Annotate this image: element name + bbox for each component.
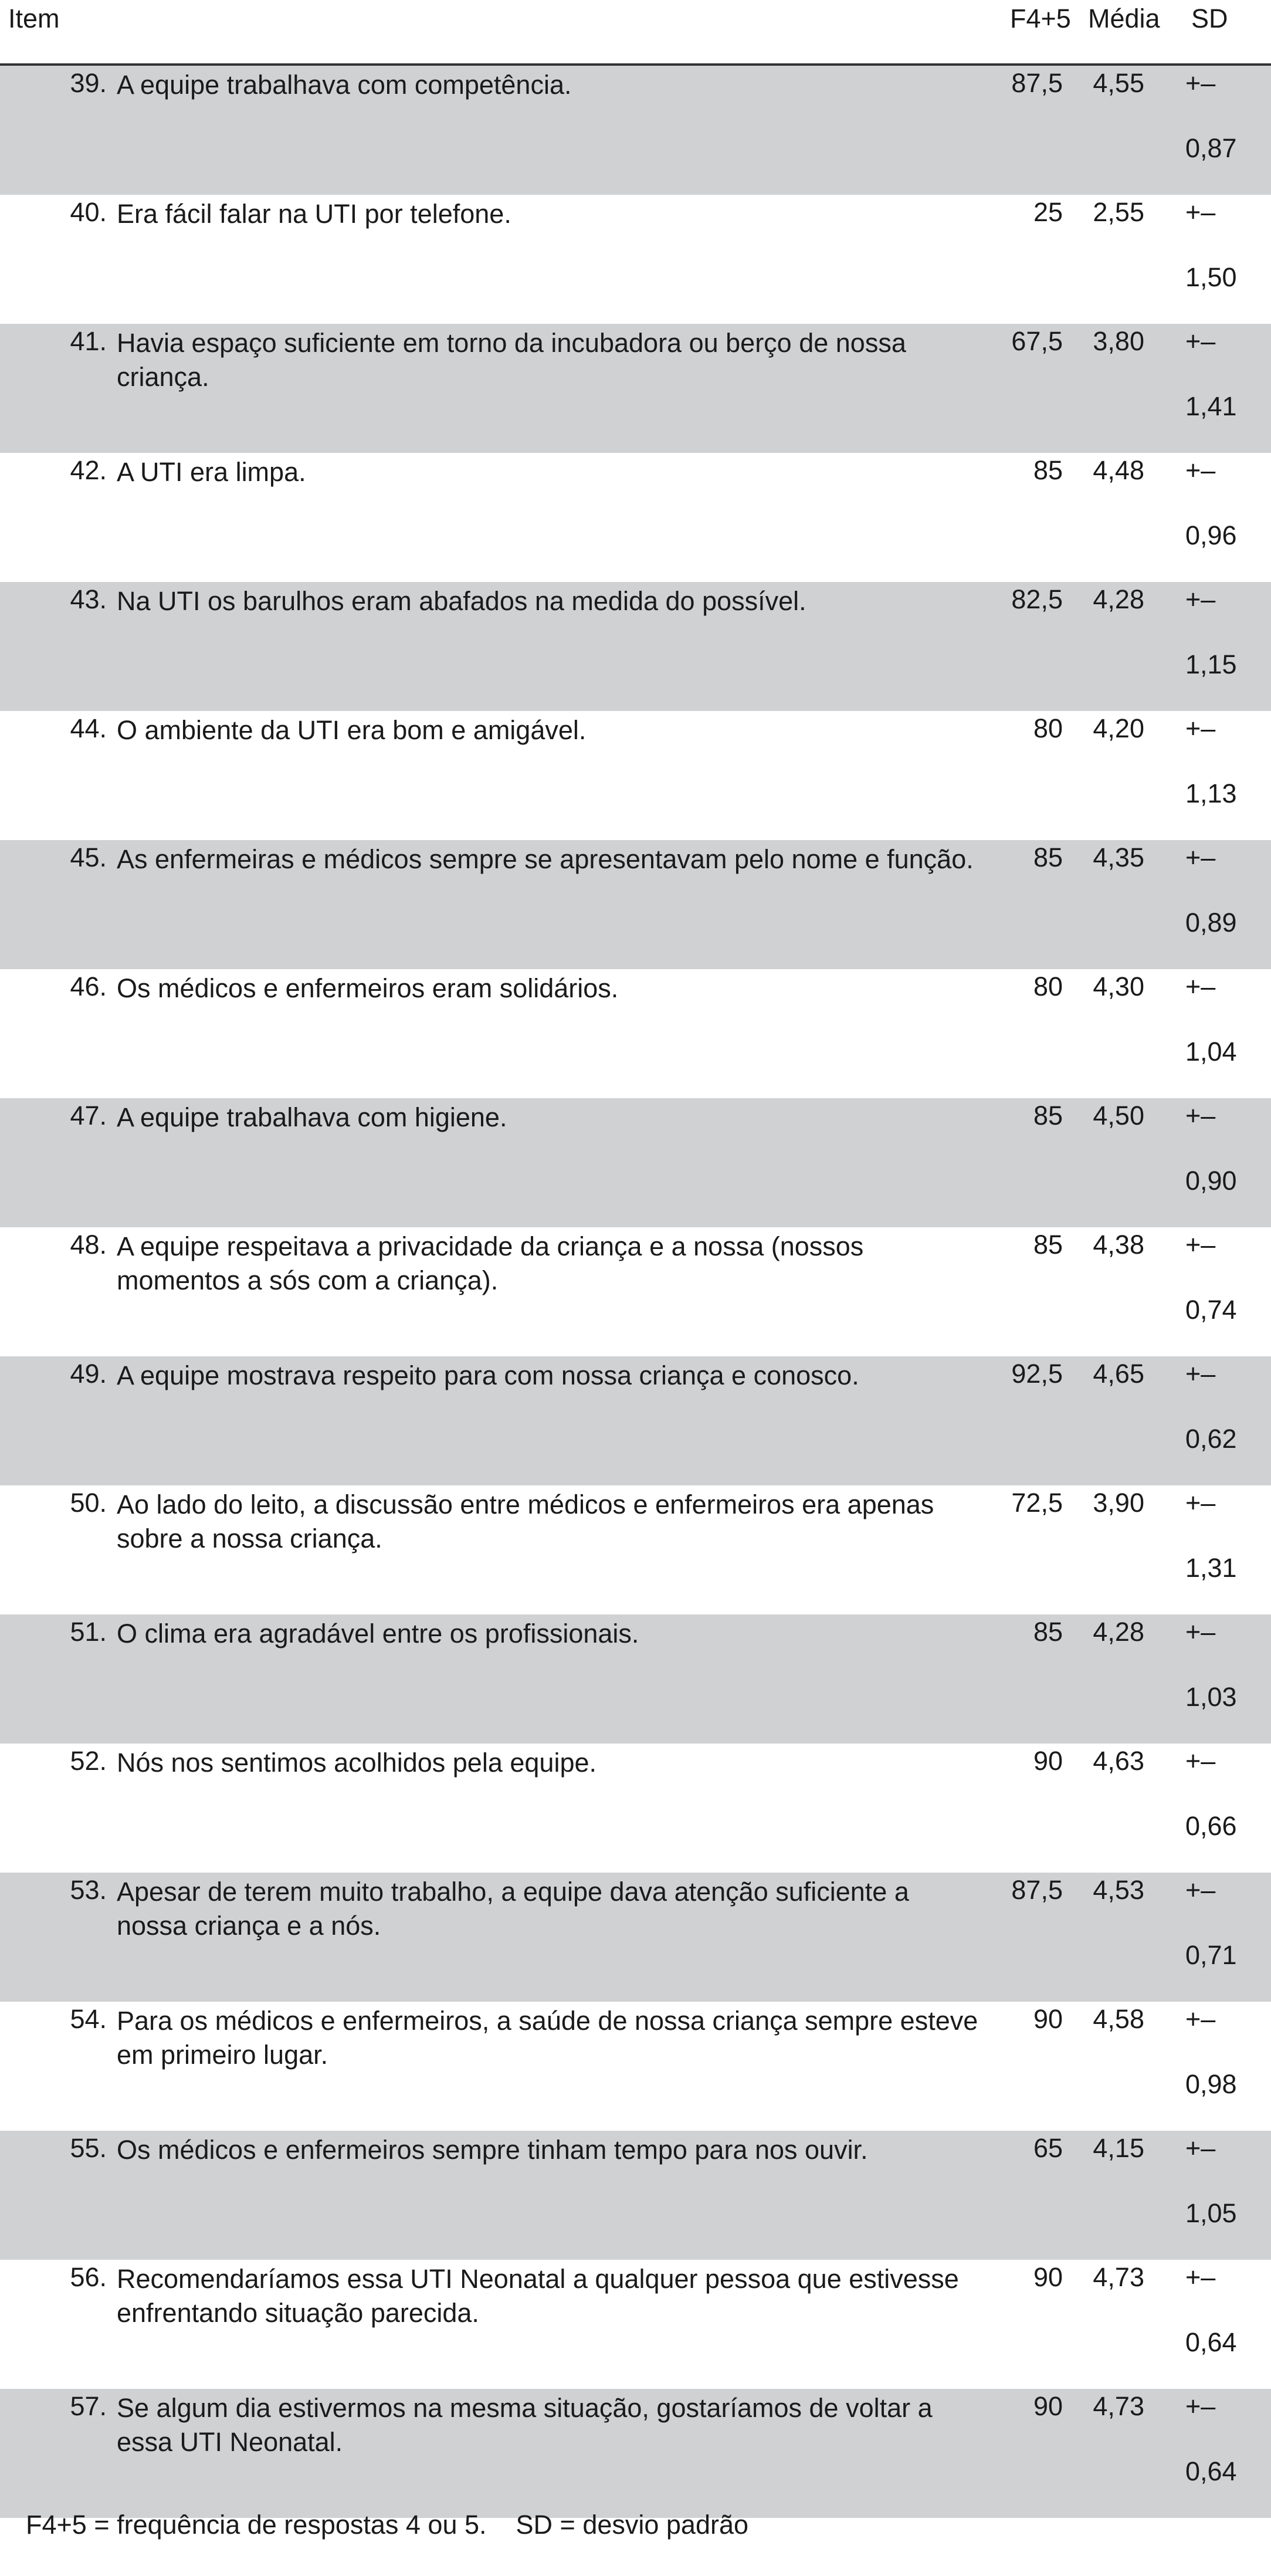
item-number: 53. xyxy=(70,1875,107,1905)
item-text: A equipe trabalhava com competência. xyxy=(117,70,572,100)
table-row xyxy=(0,2260,1271,2389)
item-f45: 85 xyxy=(1033,1101,1063,1130)
item-f45: 90 xyxy=(1033,2262,1063,2292)
item-plus-minus: +– xyxy=(1185,455,1216,485)
item-f45: 67,5 xyxy=(1011,326,1063,356)
item-plus-minus: +– xyxy=(1185,197,1216,227)
item-sd: 0,64 xyxy=(1185,2327,1237,2357)
item-sd: 1,05 xyxy=(1185,2198,1237,2228)
item-media: 3,80 xyxy=(1093,326,1144,356)
item-plus-minus: +– xyxy=(1185,584,1216,614)
item-media: 4,28 xyxy=(1093,584,1144,614)
table-row xyxy=(0,2131,1271,2260)
item-sd: 0,64 xyxy=(1185,2456,1237,2486)
item-sd: 1,04 xyxy=(1185,1037,1237,1067)
table-row xyxy=(0,1227,1271,1356)
item-number: 42. xyxy=(70,455,107,485)
item-number: 51. xyxy=(70,1617,107,1647)
item-number: 52. xyxy=(70,1746,107,1776)
item-plus-minus: +– xyxy=(1185,1488,1216,1518)
item-plus-minus: +– xyxy=(1185,842,1216,872)
item-media: 4,63 xyxy=(1093,1746,1144,1776)
table-header xyxy=(0,0,1271,66)
table-row xyxy=(0,840,1271,969)
table-row xyxy=(0,324,1271,453)
item-number: 44. xyxy=(70,713,107,743)
table-row xyxy=(0,711,1271,840)
item-media: 4,53 xyxy=(1093,1875,1144,1905)
item-media: 4,55 xyxy=(1093,68,1144,98)
item-media: 4,50 xyxy=(1093,1101,1144,1130)
item-text: As enfermeiras e médicos sempre se apresentavam pelo nome e função. xyxy=(117,844,974,874)
item-f45: 90 xyxy=(1033,1746,1063,1776)
item-sd: 0,74 xyxy=(1185,1295,1237,1325)
item-f45: 90 xyxy=(1033,2004,1063,2034)
item-plus-minus: +– xyxy=(1185,2004,1216,2034)
item-plus-minus: +– xyxy=(1185,326,1216,356)
item-number: 40. xyxy=(70,197,107,227)
item-number: 57. xyxy=(70,2391,107,2421)
table-row xyxy=(0,2002,1271,2131)
item-plus-minus: +– xyxy=(1185,2133,1216,2163)
item-media: 4,30 xyxy=(1093,971,1144,1001)
item-text: O ambiente da UTI era bom e amigável. xyxy=(117,715,587,745)
item-f45: 92,5 xyxy=(1011,1359,1063,1389)
header-sd: SD xyxy=(1191,4,1228,33)
item-media: 4,35 xyxy=(1093,842,1144,872)
item-media: 4,65 xyxy=(1093,1359,1144,1389)
item-media: 4,15 xyxy=(1093,2133,1144,2163)
item-media: 4,73 xyxy=(1093,2262,1144,2292)
item-text: Os médicos e enfermeiros sempre tinham tempo para nos ouvir. xyxy=(117,2135,868,2165)
item-f45: 85 xyxy=(1033,1230,1063,1260)
item-number: 39. xyxy=(70,68,107,98)
item-plus-minus: +– xyxy=(1185,1746,1216,1776)
item-text: Era fácil falar na UTI por telefone. xyxy=(117,199,511,229)
item-media: 4,38 xyxy=(1093,1230,1144,1260)
item-text: Se algum dia estivermos na mesma situação, gostaríamos de voltar a essa UTI Neonatal. xyxy=(117,2393,933,2457)
table-row xyxy=(0,1098,1271,1227)
header-f45: F4+5 xyxy=(1010,4,1071,33)
item-f45: 80 xyxy=(1033,971,1063,1001)
table-row xyxy=(0,582,1271,711)
item-text: A equipe mostrava respeito para com nossa criança e conosco. xyxy=(117,1360,859,1390)
header-item: Item xyxy=(8,4,60,33)
item-plus-minus: +– xyxy=(1185,2391,1216,2421)
table-row xyxy=(0,969,1271,1098)
item-sd: 1,13 xyxy=(1185,778,1237,808)
item-sd: 0,87 xyxy=(1185,133,1237,163)
table-footnote: F4+5 = frequência de respostas 4 ou 5. SD = desvio padrão xyxy=(26,2510,749,2540)
item-sd: 1,31 xyxy=(1185,1553,1237,1583)
item-sd: 0,98 xyxy=(1185,2069,1237,2099)
item-sd: 1,03 xyxy=(1185,1682,1237,1712)
item-text: Apesar de terem muito trabalho, a equipe dava atenção suficiente a nossa criança e a nós. xyxy=(117,1877,909,1941)
item-plus-minus: +– xyxy=(1185,1230,1216,1260)
item-f45: 82,5 xyxy=(1011,584,1063,614)
item-text: Ao lado do leito, a discussão entre médicos e enfermeiros era apenas sobre a nossa criança. xyxy=(117,1490,934,1553)
table-row xyxy=(0,1744,1271,1873)
item-media: 3,90 xyxy=(1093,1488,1144,1518)
item-text: A equipe trabalhava com higiene. xyxy=(117,1102,507,1132)
table-row xyxy=(0,1485,1271,1614)
item-number: 45. xyxy=(70,842,107,872)
item-f45: 65 xyxy=(1033,2133,1063,2163)
table-row xyxy=(0,1356,1271,1485)
table-row xyxy=(0,1873,1271,2002)
item-plus-minus: +– xyxy=(1185,713,1216,743)
item-f45: 85 xyxy=(1033,1617,1063,1647)
item-sd: 1,15 xyxy=(1185,649,1237,679)
item-plus-minus: +– xyxy=(1185,1875,1216,1905)
item-f45: 87,5 xyxy=(1011,68,1063,98)
item-f45: 90 xyxy=(1033,2391,1063,2421)
item-text: Recomendaríamos essa UTI Neonatal a qualquer pessoa que estivesse enfrentando situação parecida. xyxy=(117,2264,959,2328)
item-f45: 72,5 xyxy=(1011,1488,1063,1518)
item-plus-minus: +– xyxy=(1185,1101,1216,1130)
item-number: 56. xyxy=(70,2262,107,2292)
item-sd: 0,90 xyxy=(1185,1166,1237,1196)
item-sd: 0,71 xyxy=(1185,1940,1237,1970)
item-text: Havia espaço suficiente em torno da incubadora ou berço de nossa criança. xyxy=(117,328,906,392)
item-sd: 1,41 xyxy=(1185,391,1237,421)
table-row xyxy=(0,453,1271,582)
table-row xyxy=(0,66,1271,195)
item-text: A UTI era limpa. xyxy=(117,457,306,487)
item-plus-minus: +– xyxy=(1185,2262,1216,2292)
item-number: 46. xyxy=(70,971,107,1001)
item-f45: 87,5 xyxy=(1011,1875,1063,1905)
item-number: 50. xyxy=(70,1488,107,1518)
item-media: 4,28 xyxy=(1093,1617,1144,1647)
item-sd: 0,66 xyxy=(1185,1811,1237,1841)
item-text: Para os médicos e enfermeiros, a saúde de nossa criança sempre esteve em primeiro lugar. xyxy=(117,2006,978,2070)
item-media: 4,58 xyxy=(1093,2004,1144,2034)
table-row xyxy=(0,1614,1271,1744)
table-row xyxy=(0,2389,1271,2518)
item-number: 41. xyxy=(70,326,107,356)
item-text: A equipe respeitava a privacidade da criança e a nossa (nossos momentos a sós com a criança). xyxy=(117,1231,864,1295)
table-row xyxy=(0,195,1271,324)
header-media: Média xyxy=(1088,4,1160,33)
item-number: 49. xyxy=(70,1359,107,1389)
item-number: 54. xyxy=(70,2004,107,2034)
item-plus-minus: +– xyxy=(1185,1617,1216,1647)
item-plus-minus: +– xyxy=(1185,971,1216,1001)
item-text: Nós nos sentimos acolhidos pela equipe. xyxy=(117,1748,596,1778)
item-media: 4,73 xyxy=(1093,2391,1144,2421)
item-text: O clima era agradável entre os profissionais. xyxy=(117,1619,639,1648)
item-media: 4,48 xyxy=(1093,455,1144,485)
item-number: 48. xyxy=(70,1230,107,1260)
item-plus-minus: +– xyxy=(1185,1359,1216,1389)
item-f45: 25 xyxy=(1033,197,1063,227)
item-number: 55. xyxy=(70,2133,107,2163)
item-f45: 85 xyxy=(1033,842,1063,872)
item-sd: 0,96 xyxy=(1185,520,1237,550)
item-sd: 0,89 xyxy=(1185,908,1237,937)
item-plus-minus: +– xyxy=(1185,68,1216,98)
item-f45: 85 xyxy=(1033,455,1063,485)
item-sd: 0,62 xyxy=(1185,1424,1237,1454)
item-number: 43. xyxy=(70,584,107,614)
item-number: 47. xyxy=(70,1101,107,1130)
item-media: 2,55 xyxy=(1093,197,1144,227)
item-sd: 1,50 xyxy=(1185,262,1237,292)
item-media: 4,20 xyxy=(1093,713,1144,743)
item-f45: 80 xyxy=(1033,713,1063,743)
item-text: Os médicos e enfermeiros eram solidários. xyxy=(117,973,619,1003)
item-text: Na UTI os barulhos eram abafados na medida do possível. xyxy=(117,586,806,616)
